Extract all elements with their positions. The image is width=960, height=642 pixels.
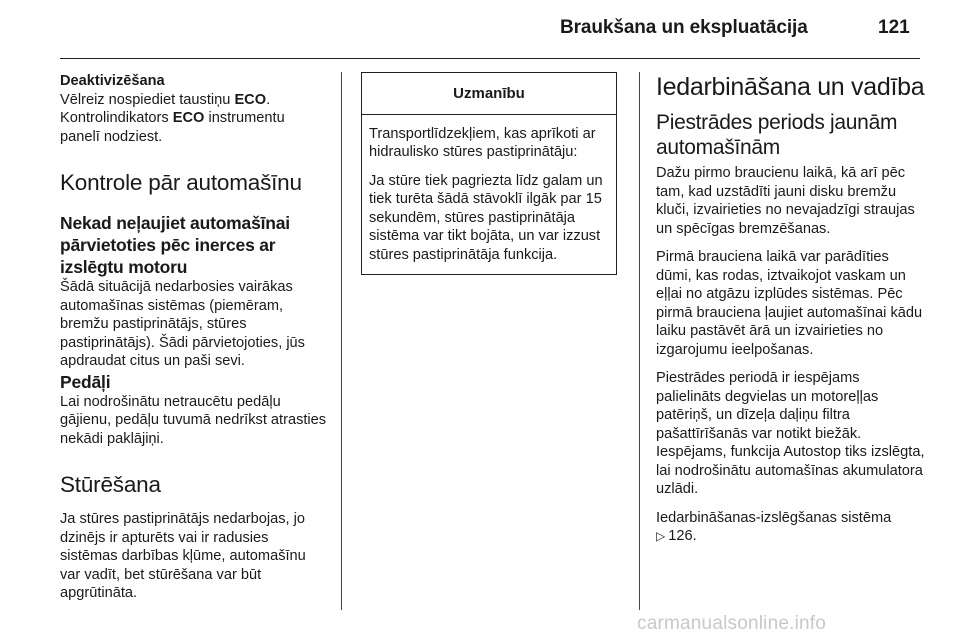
subheading-running-in: Piestrādes periods jaunām automašīnām bbox=[656, 111, 898, 159]
column-middle bbox=[361, 72, 621, 275]
section-title-vehicle-control: Kontrole pār automašīnu bbox=[60, 170, 302, 195]
running-in-text-4 bbox=[656, 509, 926, 546]
subheading-coasting: Nekad neļaujiet automašīnai pārvietoties pēc inerces ar izslēgtu motoru bbox=[60, 213, 290, 277]
column-divider-1 bbox=[341, 72, 342, 610]
running-in-text-2: Pirmā brauciena laikā var parādīties dūmi, kas rodas, iztvaikojot vaskam un eļļai no atgāzu izplūdes sistēmas. Pēc pirmā brauciena ļaujiet automašīnai kādu laiku pastāvēt ārā un izvairieties no izgarojumu ieelpošanas. bbox=[656, 249, 923, 358]
stop-start-system-text: Iedarbināšanas-izslēgšanas sistēma bbox=[656, 509, 892, 526]
watermark-text: carmanualsonline.info bbox=[637, 613, 827, 634]
caution-text-1: Transportlīdzekļiem, kas aprīkoti ar hidraulisko stūres pastiprinātāju: bbox=[369, 125, 596, 160]
section-title-starting: Iedarbināšana un vadība bbox=[656, 73, 925, 101]
caution-body bbox=[362, 115, 616, 275]
deactivation-text-2: Kontrolindikators bbox=[60, 110, 169, 126]
cross-reference-icon: ▷ bbox=[656, 529, 666, 543]
page-header-title: Braukšana un ekspluatācija bbox=[560, 17, 808, 38]
column-divider-2 bbox=[639, 72, 640, 610]
eco-indicator-label: ECO bbox=[172, 110, 205, 126]
steering-text: Ja stūres pastiprinātājs nedarbojas, jo dzinējs ir apturēts vai ir radusies sistēmas darbības kļūme, automašīnu var vadīt, bet stūrēšana var būt apgrūtināta. bbox=[60, 511, 306, 601]
deactivation-text-1-end: . bbox=[266, 91, 271, 108]
deactivation-text bbox=[60, 91, 328, 147]
column-right bbox=[656, 72, 926, 546]
section-title-steering: Stūrēšana bbox=[60, 472, 161, 497]
page-number: 121 bbox=[878, 17, 910, 38]
running-in-text-1: Dažu pirmo braucienu laikā, kā arī pēc tam, kad uzstādīti jauni disku bremžu kluči, izvairieties no nevajadzīgi straujas un spēcīgas bremzēšanas. bbox=[656, 165, 915, 237]
running-in-text-3: Piestrādes periodā ir iespējams palielināts degvielas un motoreļļas patēriņš, un dīzeļa daļiņu filtra pašattīrīšanās var notikt biežāk. Iespējams, funkcija Autostop tiks izslēgta, lai nodrošinātu automašīnas akumulatora uzlādi. bbox=[656, 370, 925, 497]
column-left bbox=[60, 72, 328, 603]
deactivation-label: Deaktivizēšana bbox=[60, 73, 165, 89]
caution-text-2: Ja stūre tiek pagriezta līdz galam un tiek turēta šādā stāvoklī ilgāk par 15 sekundēm, stūres pastiprinātāja sistēma var tikt bojāta, un var izzust stūres pastiprinātāja funkcija. bbox=[369, 172, 603, 263]
cross-reference-link[interactable]: 126. bbox=[668, 528, 697, 544]
subheading-pedals: Pedāļi bbox=[60, 371, 111, 392]
caution-box bbox=[361, 72, 617, 275]
deactivation-text-2-end: instrumentu panelī nodziest. bbox=[60, 110, 285, 145]
pedals-text: Lai nodrošinātu netraucētu pedāļu gājienu, pedāļu tuvumā nedrīkst atrasties nekādi paklājiņi. bbox=[60, 393, 327, 447]
coasting-text: Šādā situācijā nedarbosies vairākas automašīnas sistēmas (piemēram, bremžu pastiprinātājs, stūres pastiprinātājs). Šādi pārvietojoties, jūs apdraudat citus un paši sevi. bbox=[60, 279, 305, 369]
caution-title: Uzmanību bbox=[362, 73, 616, 115]
header-rule bbox=[60, 58, 920, 59]
eco-key-label: ECO bbox=[234, 91, 267, 108]
deactivation-text-1: Vēlreiz nospiediet taustiņu bbox=[60, 91, 231, 108]
